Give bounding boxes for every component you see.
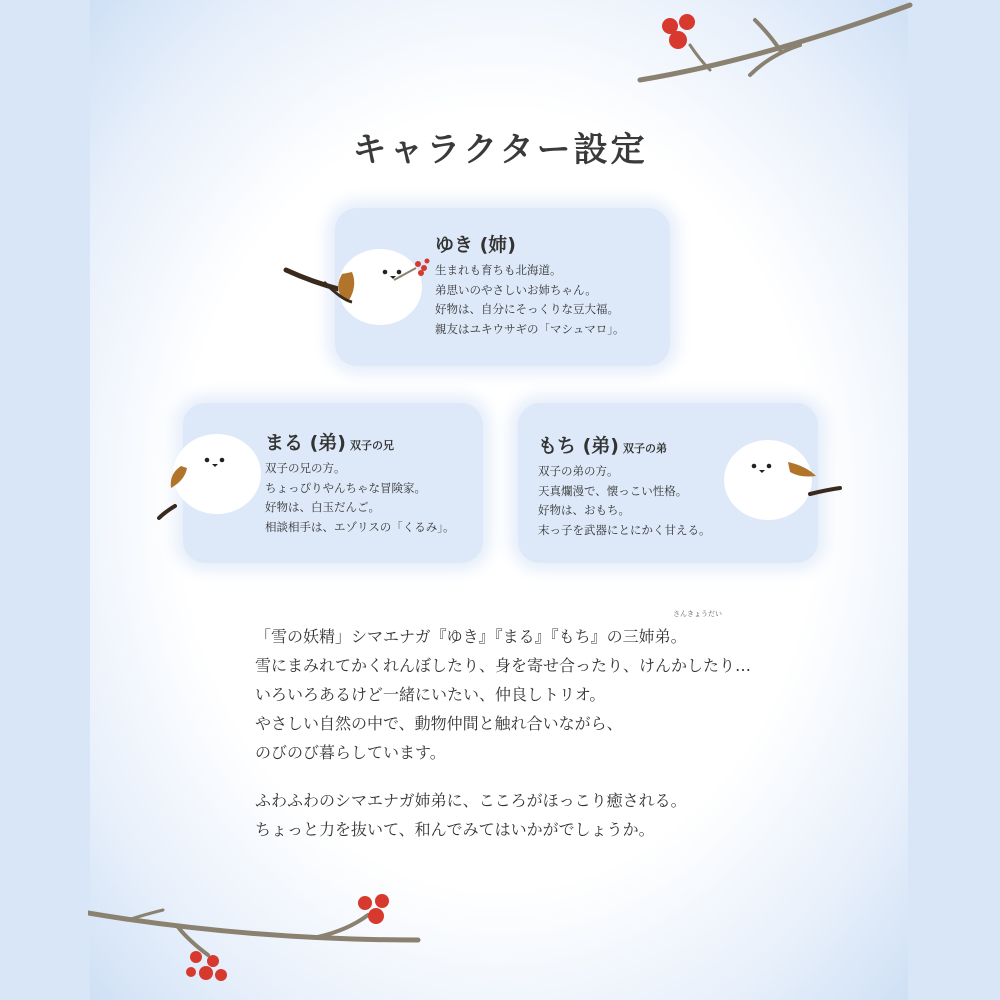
branch-bottom-left-icon: [88, 885, 428, 990]
intro-line: のびのび暮らしています。: [255, 743, 446, 762]
character-line: 双子の兄の方。: [265, 461, 346, 475]
character-line: ちょっぴりやんちゃな冒険家。: [265, 480, 426, 495]
long-tailed-tit-icon: [720, 432, 845, 532]
branch-top-right-icon: [630, 0, 920, 90]
character-name: まる (弟) 双子の兄: [265, 432, 394, 454]
intro-line: ふわふわのシマエナガ姉弟に、こころがほっこり癒される。: [255, 791, 687, 810]
character-name: もち (弟) 双子の弟: [538, 435, 667, 457]
character-subtitle: 双子の兄: [349, 439, 394, 452]
character-line: 好物は、おもち。: [538, 503, 630, 517]
intro-line: やさしい自然の中で、動物仲間と触れ合いながら、: [255, 714, 623, 733]
intro-line: 「雪の妖精」シマエナガ『ゆき』『まる』『もち』の三姉弟。: [255, 627, 687, 646]
character-line: 双子の弟の方。: [538, 464, 619, 478]
character-line: 生まれも育ちも北海道。: [435, 263, 562, 277]
character-line: 好物は、白玉だんご。: [265, 500, 380, 514]
intro-line: ちょっと力を抜いて、和んでみてはいかがでしょうか。: [255, 820, 655, 839]
character-line: 相談相手は、エゾリスの「くるみ」。: [265, 519, 455, 534]
long-tailed-tit-icon: [282, 242, 442, 332]
character-subtitle: 双子の弟: [622, 442, 667, 455]
intro-paragraph-2: [255, 786, 815, 844]
furigana: さんきょうだい: [673, 610, 722, 618]
character-line: 天真爛漫で、懐っこい性格。: [538, 483, 688, 498]
long-tailed-tit-icon: [155, 428, 265, 528]
page-title: キャラクター設定: [352, 130, 648, 170]
character-name: ゆき (姉): [435, 234, 516, 256]
character-line: 好物は、自分にそっくりな豆大福。: [435, 302, 619, 316]
character-line: 弟思いのやさしいお姉ちゃん。: [435, 282, 597, 297]
intro-line: いろいろあるけど一緒にいたい、仲良しトリオ。: [255, 685, 606, 704]
character-line: 末っ子を武器にとにかく甘える。: [538, 522, 711, 537]
character-line: 親友はユキウサギの「マシュマロ」。: [435, 321, 625, 336]
intro-paragraph-1: [255, 610, 815, 767]
intro-line: 雪にまみれてかくれんぼしたり、身を寄せ合ったり、けんかしたり…: [255, 656, 752, 675]
